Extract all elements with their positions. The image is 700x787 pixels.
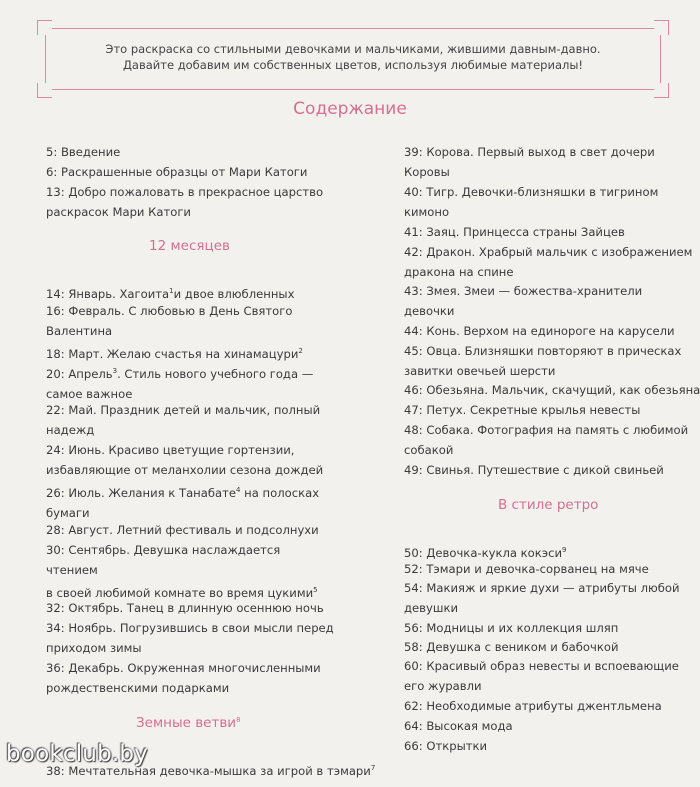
- intro-frame: [45, 28, 661, 90]
- section-heading-months: 12 месяцев: [149, 238, 230, 254]
- toc-entry[interactable]: [404, 716, 694, 736]
- toc-entry-line: 32: Октябрь. Танец в длинную осеннюю ночь: [46, 601, 324, 615]
- toc-entry-line: 34: Ноябрь. Погрузившись в свои мысли перед: [46, 621, 334, 635]
- toc-entry[interactable]: [46, 618, 346, 658]
- toc-entry[interactable]: [404, 321, 694, 341]
- toc-entry[interactable]: [46, 520, 346, 540]
- toc-entry-line: 47: Петух. Секретные крылья невесты: [404, 403, 641, 417]
- toc-entry[interactable]: [46, 400, 346, 440]
- toc-entry-line: 16: Февраль. С любовью в День Святого: [46, 304, 293, 318]
- toc-entry-line: 50: Девочка-кукла кокэси$^9$: [404, 546, 567, 560]
- toc-entry-line: 42: Дракон. Храбрый мальчик с изображением: [404, 245, 693, 259]
- toc-entry-line: 43: Змея. Змеи — божества-хранители: [404, 284, 643, 298]
- toc-entry[interactable]: [46, 598, 346, 618]
- toc-entry-line: 22: Май. Праздник детей и мальчик, полный: [46, 403, 321, 417]
- toc-entry[interactable]: [46, 301, 346, 341]
- toc-entry[interactable]: [404, 696, 694, 716]
- toc-entry[interactable]: [404, 242, 694, 282]
- toc-entry[interactable]: [46, 142, 346, 162]
- toc-entry-line: бумаги: [46, 506, 90, 520]
- toc-entry-line: 56: Модницы и их коллекция шляп: [404, 621, 619, 635]
- toc-entry-line: 38: Мечтательная девочка-мышка за игрой в тэмари$^7$: [46, 764, 376, 778]
- toc-entry-line: 26: Июль. Желания к Танабате$^4$ на полосках: [46, 486, 320, 500]
- toc-entry-line: избавляющие от меланхолии сезона дождей: [46, 463, 324, 477]
- section-heading-retro: В стиле ретро: [498, 497, 599, 513]
- toc-entry[interactable]: [404, 559, 694, 579]
- toc-entry-line: 40: Тигр. Девочки-близняшки в тигрином: [404, 185, 659, 199]
- toc-entry-line: 54: Макияж и яркие духи — атрибуты любой: [404, 581, 680, 595]
- toc-entry[interactable]: [404, 400, 694, 420]
- toc-entry[interactable]: [404, 341, 694, 381]
- toc-entry[interactable]: [404, 736, 694, 756]
- toc-entry-line: 36: Декабрь. Окруженная многочисленными: [46, 661, 321, 675]
- toc-entry-line: 14: Январь. Хагоита$^1$и двое влюбленных: [46, 287, 295, 301]
- toc-entry-line: собакой: [404, 443, 454, 457]
- toc-entry-line: 18: Март. Желаю счастья на хинамацури$^2$: [46, 347, 303, 361]
- toc-entry-line: 6: Раскрашенные образцы от Мари Катоги: [46, 165, 308, 179]
- toc-entry[interactable]: [46, 440, 346, 480]
- toc-entry-line: приходом зимы: [46, 641, 142, 655]
- toc-title: Содержание: [293, 99, 407, 119]
- toc-entry[interactable]: [404, 460, 694, 480]
- toc-entry-line: 62: Необходимые атрибуты джентльмена: [404, 699, 662, 713]
- toc-entry-line: 44: Конь. Верхом на единороге на карусели: [404, 324, 675, 338]
- toc-entry-line: 48: Собака. Фотография на память с любимой: [404, 423, 689, 437]
- section-heading-earthly-branches: Земные ветви$^8$: [136, 715, 241, 731]
- toc-entry-line: его журавли: [404, 679, 482, 693]
- toc-entry-line: завитки овечьей шерсти: [404, 364, 556, 378]
- toc-entry-line: 58: Девушка с веником и бабочкой: [404, 640, 619, 654]
- toc-entry[interactable]: [404, 182, 694, 222]
- toc-entry[interactable]: [46, 162, 346, 182]
- toc-entry-line: 13: Добро пожаловать в прекрасное царство: [46, 185, 324, 199]
- toc-entry-line: 39: Корова. Первый выход в свет дочери: [404, 145, 655, 159]
- toc-entry-line: Коровы: [404, 165, 450, 179]
- toc-entry-line: 66: Открытки: [404, 739, 488, 753]
- toc-entry[interactable]: [46, 540, 346, 603]
- toc-entry[interactable]: [404, 222, 694, 242]
- toc-entry-line: 24: Июнь. Красиво цветущие гортензии,: [46, 443, 295, 457]
- toc-entry-line: надежд: [46, 423, 95, 437]
- frame-corner-ornament: [37, 20, 52, 35]
- toc-entry[interactable]: [404, 281, 694, 321]
- toc-entry[interactable]: [404, 380, 700, 400]
- toc-entry[interactable]: [404, 656, 694, 696]
- toc-entry-line: 49: Свинья. Путешествие с дикой свиньей: [404, 463, 664, 477]
- toc-entry-line: 5: Введение: [46, 145, 121, 159]
- toc-entry[interactable]: [404, 637, 694, 657]
- frame-corner-ornament: [654, 83, 669, 98]
- toc-entry[interactable]: [46, 361, 346, 404]
- toc-entry[interactable]: [46, 658, 346, 698]
- toc-entry-line: 28: Август. Летний фестиваль и подсолнухи: [46, 523, 319, 537]
- toc-entry-line: 64: Высокая мода: [404, 719, 513, 733]
- toc-entry[interactable]: [46, 182, 346, 222]
- toc-entry-line: 46: Обезьяна. Мальчик, скачущий, как обезьяна: [404, 383, 700, 397]
- toc-entry-line: чтением: [46, 563, 98, 577]
- toc-entry-line: в своей любимой комнате во время цукими$^5$: [46, 586, 318, 600]
- toc-entry-line: 41: Заяц. Принцесса страны Зайцев: [404, 225, 625, 239]
- toc-entry-line: раскрасок Мари Катоги: [46, 205, 191, 219]
- intro-text: [46, 41, 660, 73]
- toc-entry-line: 60: Красивый образ невесты и вспоевающие: [404, 659, 679, 673]
- toc-entry-line: 52: Тэмари и девочка-сорванец на мяче: [404, 562, 649, 576]
- toc-entry-line: 45: Овца. Близняшки повторяют в прическах: [404, 344, 682, 358]
- toc-entry[interactable]: [404, 618, 694, 638]
- toc-entry-line: девочки: [404, 304, 455, 318]
- toc-entry[interactable]: [46, 480, 346, 523]
- toc-entry-line: 30: Сентябрь. Девушка наслаждается: [46, 543, 281, 557]
- watermark-logo: bookclub.by: [6, 741, 148, 767]
- frame-corner-ornament: [37, 83, 52, 98]
- toc-entry[interactable]: [404, 142, 694, 182]
- toc-entry-line: 20: Апрель$^3$. Стиль нового учебного года —: [46, 367, 314, 381]
- toc-entry-line: самое важное: [46, 387, 133, 401]
- intro-line: Это раскраска со стильными девочками и мальчиками, жившими давным-давно.: [105, 42, 601, 56]
- toc-entry[interactable]: [404, 420, 694, 460]
- toc-entry[interactable]: [404, 578, 694, 618]
- intro-line: Давайте добавим им собственных цветов, используя любимые материалы!: [122, 58, 584, 72]
- frame-corner-ornament: [654, 20, 669, 35]
- toc-entry-line: девушки: [404, 601, 458, 615]
- toc-entry-line: рождественскими подарками: [46, 681, 230, 695]
- toc-entry-line: дракона на спине: [404, 265, 514, 279]
- toc-entry-line: Валентина: [46, 324, 113, 338]
- toc-entry-line: кимоно: [404, 205, 450, 219]
